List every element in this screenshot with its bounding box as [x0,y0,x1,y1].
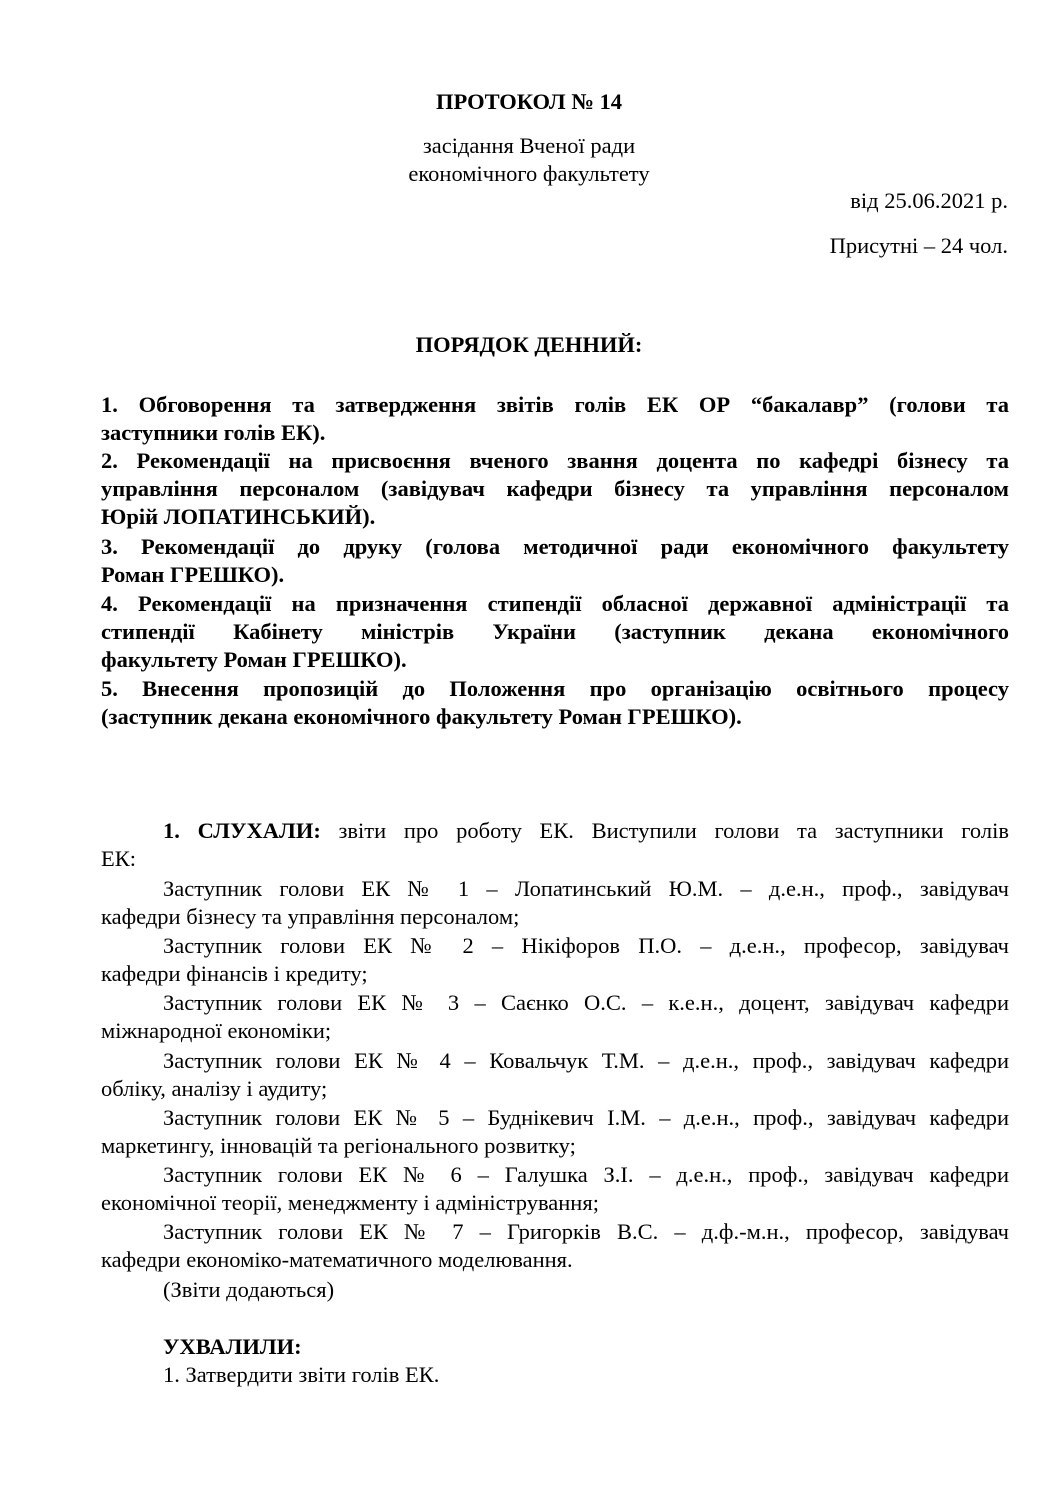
protocol-date: від 25.06.2021 р. [850,188,1008,213]
agenda-line: управління персоналом (завідувач кафедри бізнесу та управління персоналом [101,476,1009,501]
agenda-line: 5. Внесення пропозицій до Положення про організацію освітнього процесу [101,676,1009,701]
deputy-line: Заступник голови ЕК № 3 – Саєнко О.С. – к.е.н., доцент, завідувач кафедри [163,990,1009,1015]
agenda-line: 3. Рекомендації до друку (голова методичної ради економічного факультету [101,534,1009,559]
deputy-line: Заступник голови ЕК № 6 – Галушка З.І. – д.е.н., проф., завідувач кафедри [163,1162,1009,1187]
agenda-line: (заступник декана економічного факультету Роман ГРЕШКО). [101,704,742,729]
deputy-line: маркетингу, інновацій та регіонального розвитку; [101,1133,576,1158]
deputy-line: Заступник голови ЕК № 2 – Нікіфоров П.О. – д.е.н., професор, завідувач [163,933,1009,958]
agenda-line: заступники голів ЕК). [101,420,326,445]
agenda-line: стипендії Кабінету міністрів України (заступник декана економічного [101,619,1009,644]
agenda-line: Юрій ЛОПАТИНСЬКИЙ). [101,504,376,529]
agenda-line: Роман ГРЕШКО). [101,562,285,587]
agenda-heading: ПОРЯДОК ДЕННИЙ: [415,332,643,357]
deputy-line: Заступник голови ЕК № 5 – Буднікевич І.М. – д.е.н., проф., завідувач кафедри [163,1105,1009,1130]
protocol-title: ПРОТОКОЛ № 14 [435,89,623,114]
resolved-label: УХВАЛИЛИ: [163,1334,302,1359]
agenda-line: 2. Рекомендації на присвоєння вченого звання доцента по кафедрі бізнесу та [101,448,1009,473]
reports-note: (Звіти додаються) [163,1277,335,1302]
deputy-line: Заступник голови ЕК № 7 – Григорків В.С. – д.ф.-м.н., професор, завідувач [163,1219,1009,1244]
heard-text: звіти про роботу ЕК. Виступили голови та заступники голів [320,818,1009,843]
agenda-line: 4. Рекомендації на призначення стипендії обласної державної адміністрації та [101,591,1009,616]
resolved-item: 1. Затвердити звіти голів ЕК. [163,1362,440,1387]
deputy-line: економічної теорії, менеджменту і адміністрування; [101,1190,599,1215]
protocol-subtitle-2: економічного факультету [408,161,650,186]
agenda-line: факультету Роман ГРЕШКО). [101,647,407,672]
heard-second-line: ЕК: [101,846,137,871]
protocol-subtitle-1: засідання Вченої ради [422,133,636,158]
heard-label: 1. СЛУХАЛИ: [163,818,321,843]
deputy-line: обліку, аналізу і аудиту; [101,1076,328,1101]
deputy-line: кафедри фінансів і кредиту; [101,961,368,986]
deputy-line: міжнародної економіки; [101,1018,332,1043]
deputy-line: Заступник голови ЕК № 4 – Ковальчук Т.М. – д.е.н., проф., завідувач кафедри [163,1048,1009,1073]
heard-first-line [163,816,1009,846]
deputy-line: кафедри бізнесу та управління персоналом; [101,904,520,929]
deputy-line: Заступник голови ЕК № 1 – Лопатинський Ю.М. – д.е.н., проф., завідувач [163,876,1009,901]
agenda-line: 1. Обговорення та затвердження звітів голів ЕК ОР “бакалавр” (голови та [101,392,1009,417]
present-count: Присутні – 24 чол. [829,233,1008,258]
deputy-line: кафедри економіко-математичного моделювання. [101,1247,573,1272]
